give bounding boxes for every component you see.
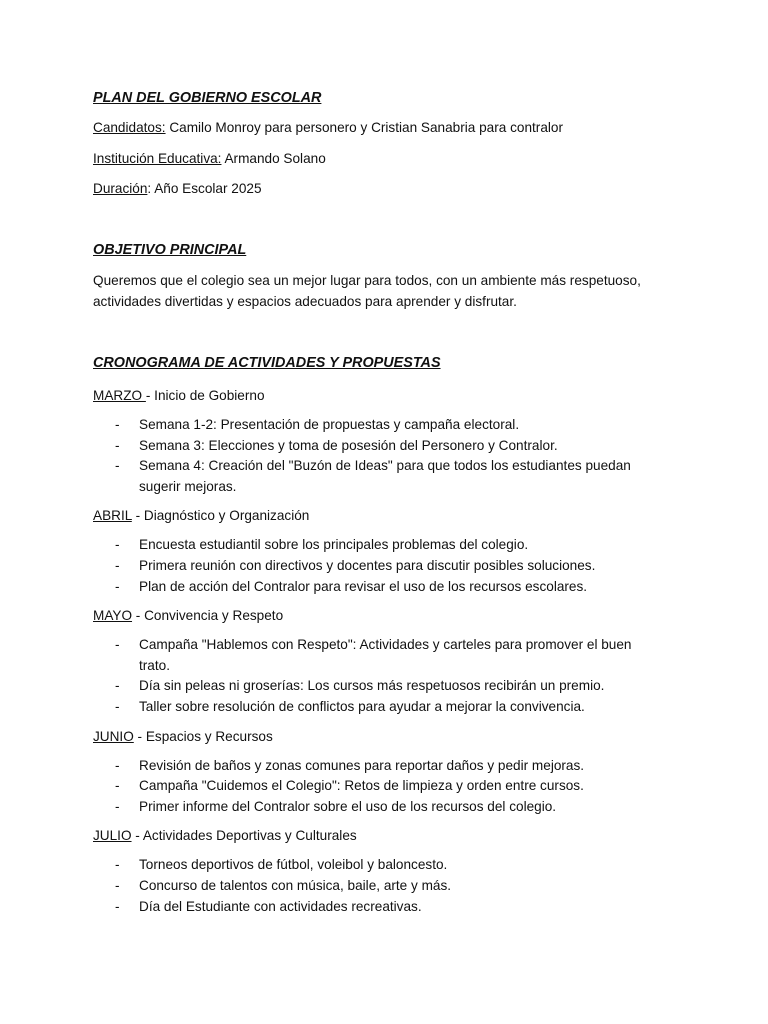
candidates-line (93, 118, 663, 138)
list-item-text: Taller sobre resolución de conflictos para ayudar a mejorar la convivencia. (139, 698, 585, 714)
list-item (93, 635, 663, 676)
list-item-text: Plan de acción del Contralor para revisar el uso de los recursos escolares. (139, 578, 588, 594)
list-item (93, 535, 663, 556)
bullet-dash: - (115, 557, 120, 573)
plan-title: PLAN DEL GOBIERNO ESCOLAR (93, 90, 322, 106)
list-item-text: Primer informe del Contralor sobre el uso de los recursos del colegio. (139, 798, 557, 814)
month-name: MARZO (93, 388, 146, 403)
month-heading (93, 506, 663, 526)
activity-list (93, 635, 663, 717)
list-item-text: Campaña "Cuidemos el Colegio": Retos de limpieza y orden entre cursos. (139, 778, 584, 794)
list-item-text: Campaña "Hablemos con Respeto": Actividades y carteles para promover el buen trato. (139, 637, 632, 673)
month-theme: - Diagnóstico y Organización (131, 508, 310, 524)
list-item-text: Encuesta estudiantil sobre los principales problemas del colegio. (139, 537, 529, 553)
bullet-dash: - (115, 698, 120, 714)
duration-value: : Año Escolar 2025 (147, 181, 262, 196)
list-item (93, 456, 663, 497)
duration-line (93, 179, 663, 199)
month-name: ABRIL (93, 508, 132, 524)
list-item-text: Semana 4: Creación del "Buzón de Ideas" para que todos los estudiantes puedan sugerir mejoras. (139, 458, 631, 494)
list-item-text: Semana 3: Elecciones y toma de posesión del Personero y Contralor. (139, 437, 558, 453)
activity-list (93, 855, 663, 917)
month-name: JUNIO (93, 728, 134, 744)
list-item (93, 556, 663, 577)
objective-text: Queremos que el colegio sea un mejor lugar para todos, con un ambiente más respetuoso, actividades divertidas y espacios adecuados para aprender y disfrutar. (93, 273, 641, 309)
duration-label: Duración (93, 181, 148, 196)
bullet-dash: - (115, 798, 120, 814)
month-heading (93, 386, 663, 406)
list-item-text: Concurso de talentos con música, baile, arte y más. (139, 877, 452, 893)
list-item-text: Día sin peleas ni groserías: Los cursos más respetuosos recibirán un premio. (139, 678, 605, 694)
activity-list (93, 415, 663, 497)
bullet-dash: - (115, 778, 120, 794)
institution-label: Institución Educativa: (93, 151, 222, 166)
month-name: MAYO (93, 608, 133, 624)
list-item (93, 756, 663, 777)
bullet-dash: - (115, 437, 120, 453)
list-item (93, 897, 663, 918)
list-item-text: Semana 1-2: Presentación de propuestas y campaña electoral. (139, 417, 520, 432)
activity-list (93, 535, 663, 597)
list-item (93, 577, 663, 598)
bullet-dash: - (115, 857, 120, 873)
candidates-value: Camilo Monroy para personero y Cristian Sanabria para contralor (165, 120, 563, 135)
document-page (93, 88, 663, 917)
bullet-dash: - (115, 458, 120, 474)
schedule-title: CRONOGRAMA DE ACTIVIDADES Y PROPUESTAS (93, 355, 441, 371)
objective-title: OBJETIVO PRINCIPAL (93, 242, 247, 258)
month-theme: - Espacios y Recursos (133, 728, 273, 744)
list-item (93, 876, 663, 897)
list-item (93, 797, 663, 818)
institution-line (93, 149, 663, 169)
bullet-dash: - (115, 417, 120, 432)
list-item-text: Primera reunión con directivos y docentes para discutir posibles soluciones. (139, 557, 596, 573)
month-name: JULIO (93, 828, 132, 844)
month-heading (93, 727, 663, 747)
bullet-dash: - (115, 537, 120, 553)
list-item (93, 676, 663, 697)
bullet-dash: - (115, 877, 120, 893)
list-item (93, 697, 663, 718)
list-item (93, 855, 663, 876)
bullet-dash: - (115, 578, 120, 594)
month-heading (93, 826, 663, 846)
candidates-label: Candidatos: (93, 120, 166, 135)
bullet-dash: - (115, 678, 120, 694)
month-theme: - Inicio de Gobierno (145, 388, 265, 403)
institution-value: Armando Solano (221, 151, 326, 166)
list-item-text: Día del Estudiante con actividades recreativas. (139, 898, 422, 914)
bullet-dash: - (115, 898, 120, 914)
month-theme: - Convivencia y Respeto (132, 608, 284, 624)
activity-list (93, 756, 663, 818)
month-heading (93, 606, 663, 626)
list-item (93, 776, 663, 797)
list-item (93, 415, 663, 436)
month-theme: - Actividades Deportivas y Culturales (131, 828, 357, 844)
list-item-text: Revisión de baños y zonas comunes para reportar daños y pedir mejoras. (139, 757, 585, 773)
list-item-text: Torneos deportivos de fútbol, voleibol y baloncesto. (139, 857, 448, 873)
bullet-dash: - (115, 757, 120, 773)
list-item (93, 436, 663, 457)
bullet-dash: - (115, 637, 120, 653)
